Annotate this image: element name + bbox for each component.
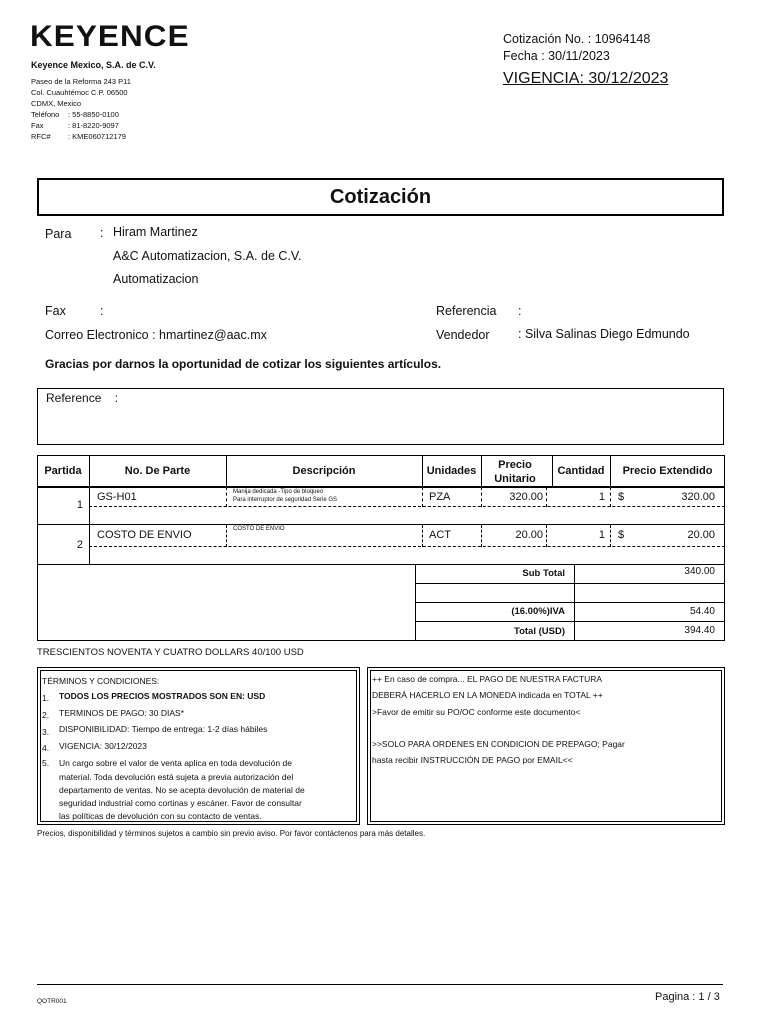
- row-partida: 2: [76, 539, 83, 551]
- col-header-description: Descripción: [292, 465, 356, 477]
- term-number: 4.: [42, 743, 50, 753]
- rfc-value: : KME060712179: [68, 132, 126, 141]
- iva-value: 54.40: [689, 606, 715, 617]
- col-header-part-no: No. De Parte: [124, 465, 191, 477]
- items-table: [37, 455, 725, 565]
- row-part-number: GS-H01: [97, 491, 137, 503]
- fax-field-sep: :: [100, 304, 104, 318]
- address-line: Col. Cuauhtémoc C.P. 06500: [31, 88, 128, 97]
- fax-label: Fax: [31, 121, 44, 130]
- terms-box: [37, 667, 360, 825]
- total-label: Total (USD): [513, 626, 565, 637]
- note-line: DEBERÁ HACERLO EN LA MONEDA indicada en TOTAL ++: [372, 690, 603, 700]
- row-description: Manija dedicada -Tipo de bloqueo: [233, 489, 324, 495]
- reference-sep: :: [518, 304, 522, 318]
- term-number: 2.: [42, 710, 50, 720]
- term-text-cont: seguridad industrial como cortinas y escáner. Favor de consultar: [59, 798, 302, 808]
- term-text-cont: departamento de ventas. No se acepta devolución de material de: [59, 785, 305, 795]
- row-description: COSTO DE ENVIO: [233, 526, 285, 532]
- page-number: Pagina : 1 / 3: [655, 991, 720, 1003]
- company-logo: KEYENCE: [30, 20, 190, 53]
- para-sep: :: [100, 226, 104, 240]
- rfc-line: [31, 131, 126, 142]
- quote-number: Cotización No. : 10964148: [503, 32, 651, 46]
- quote-date: Fecha : 30/11/2023: [503, 49, 610, 63]
- note-line: >>SOLO PARA ORDENES EN CONDICION DE PREPAGO; Pagar: [372, 739, 625, 749]
- reference-label: Referencia: [436, 304, 497, 318]
- terms-title: TÉRMINOS Y CONDICIONES:: [42, 676, 160, 686]
- note-line: ++ En caso de compra... EL PAGO DE NUESTRA FACTURA: [372, 674, 603, 684]
- term-text: TODOS LOS PRECIOS MOSTRADOS SON EN: USD: [59, 691, 266, 701]
- note-line: >Favor de emitir su PO/OC conforme este documento<: [372, 707, 581, 717]
- seller-label: Vendedor: [436, 328, 490, 342]
- total-value: 394.40: [684, 625, 715, 636]
- footer-disclaimer: Precios, disponibilidad y términos sujetos a cambio sin previo aviso. Por favor contáctenos para más detalles.: [37, 829, 426, 838]
- term-text-cont: las políticas de devolución con su contacto de ventas.: [59, 811, 262, 821]
- fax-value: : 81-8220-9097: [68, 121, 119, 130]
- address-line: CDMX, Mexico: [31, 99, 82, 108]
- col-header-partida: Partida: [44, 465, 82, 477]
- subtotal-value: 340.00: [684, 566, 715, 577]
- notes-box: [367, 667, 725, 825]
- recipient-company: A&C Automatizacion, S.A. de C.V.: [113, 249, 302, 263]
- col-header-unit-price: Precio Unitario: [494, 459, 536, 485]
- rfc-label: RFC#: [31, 132, 51, 141]
- term-number: 5.: [42, 758, 50, 768]
- term-number: 3.: [42, 727, 50, 737]
- company-name: Keyence Mexico, S.A. de C.V.: [31, 60, 156, 70]
- term-text: VIGENCIA: 30/12/2023: [59, 741, 147, 751]
- totals-table: [415, 564, 725, 641]
- term-number: 1.: [42, 693, 50, 703]
- phone-line: [31, 109, 119, 120]
- row-part-number: COSTO DE ENVIO: [97, 529, 192, 541]
- fax-line: [31, 120, 119, 131]
- email-value: hmartinez@aac.mx: [159, 328, 267, 342]
- document-title: Cotización: [37, 178, 724, 216]
- thanks-message: Gracias por darnos la oportunidad de cotizar los siguientes artículos.: [45, 357, 442, 371]
- subtotal-label: Sub Total: [522, 568, 565, 579]
- row-extended-price: 20.00: [687, 529, 715, 541]
- row-unit: ACT: [429, 529, 451, 541]
- row-unit-price: 20.00: [515, 529, 543, 541]
- col-header-extended-price: Precio Extendido: [622, 465, 713, 477]
- note-line: hasta recibir INSTRUCCIÓN DE PAGO por EMAIL<<: [372, 755, 573, 765]
- row-unit-price: 320.00: [509, 491, 543, 503]
- reference-box: [37, 388, 724, 445]
- amount-in-words: TRESCIENTOS NOVENTA Y CUATRO DOLLARS 40/100 USD: [37, 647, 304, 658]
- form-code: QOTR001: [37, 998, 67, 1005]
- term-text: DISPONIBILIDAD: Tiempo de entrega: 1-2 días hábiles: [59, 724, 268, 734]
- iva-label: (16.00%)IVA: [511, 606, 565, 617]
- recipient-dept: Automatizacion: [113, 272, 199, 286]
- recipient-name: Hiram Martinez: [113, 225, 198, 239]
- address-line: Paseo de la Reforma 243 P11: [31, 77, 131, 86]
- reference-box-label: Reference :: [46, 391, 119, 405]
- row-extended-price: 320.00: [681, 491, 715, 503]
- footer-divider: [37, 984, 723, 985]
- row-quantity: 1: [598, 491, 605, 503]
- row-unit: PZA: [429, 491, 451, 503]
- col-header-units: Unidades: [426, 465, 477, 477]
- term-text: TERMINOS DE PAGO: 30 DIAS*: [59, 708, 185, 718]
- row-currency: $: [618, 529, 625, 541]
- seller-value: : Silva Salinas Diego Edmundo: [518, 327, 690, 341]
- row-partida: 1: [76, 499, 83, 511]
- term-text-cont: material. Toda devolución está sujeta a previa autorización del: [59, 772, 294, 782]
- fax-field-label: Fax: [45, 304, 66, 318]
- phone-label: Teléfono: [31, 110, 60, 119]
- phone-value: : 55-8850-0100: [68, 110, 119, 119]
- email-label: Correo Electronico :: [45, 328, 156, 342]
- row-quantity: 1: [598, 529, 605, 541]
- validity-date: VIGENCIA: 30/12/2023: [503, 70, 669, 87]
- col-header-quantity: Cantidad: [557, 465, 605, 477]
- term-text: Un cargo sobre el valor de venta aplica en toda devolución de: [59, 758, 292, 768]
- row-description-2: Para interruptor de seguridad Serie GS: [233, 497, 338, 503]
- para-label: Para: [45, 227, 72, 241]
- row-currency: $: [618, 491, 625, 503]
